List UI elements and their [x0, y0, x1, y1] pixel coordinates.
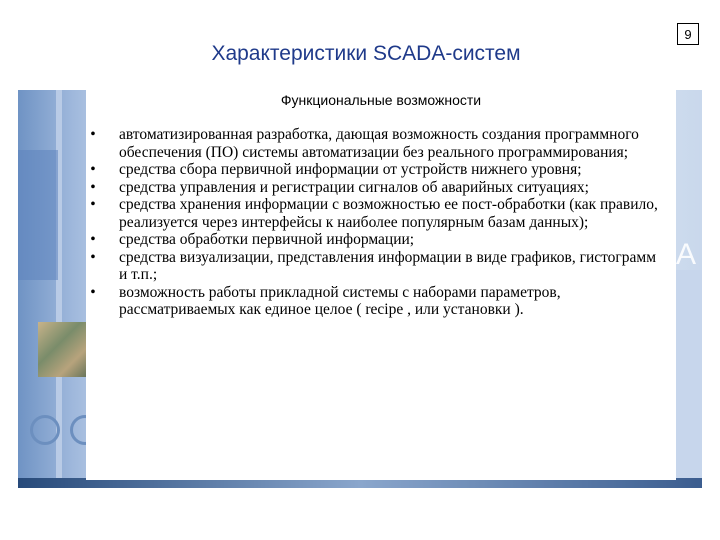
- bullet-icon: •: [90, 248, 96, 266]
- section-subtitle: [279, 92, 483, 108]
- section-subtitle-text: Функциональные возможности: [280, 92, 482, 108]
- bullet-icon: •: [90, 231, 96, 248]
- background-photo: [38, 322, 90, 377]
- content-panel: [86, 86, 676, 480]
- list-item-text: средства сбора первичной информации от устройств нижнего уровня;: [119, 161, 582, 178]
- background-letter: А: [676, 238, 697, 271]
- page-number: 9: [677, 23, 699, 45]
- list-item: [86, 284, 666, 319]
- background-stripe: [18, 150, 58, 280]
- list-item-text: средства обработки первичной информации;: [119, 231, 415, 248]
- list-item-text: средства управления и регистрации сигналов об аварийных ситуациях;: [119, 178, 589, 196]
- list-item: [86, 126, 666, 161]
- list-item-text: автоматизированная разработка, дающая возможность создания программного обеспечения (ПО) системы автоматизации без реального программирования;: [119, 126, 639, 161]
- bullet-icon: •: [90, 196, 96, 213]
- list-item: [86, 231, 666, 249]
- decorative-circle-icon: [30, 415, 60, 445]
- list-item: [86, 249, 666, 284]
- slide-title: Характеристики SCADA-систем: [211, 42, 521, 65]
- list-item: [86, 161, 666, 179]
- feature-list: [86, 126, 666, 319]
- list-item-text: средства визуализации, представления информации в виде графиков, гистограмм и т.п.;: [119, 248, 657, 283]
- bullet-icon: •: [90, 178, 96, 196]
- bullet-icon: •: [90, 283, 96, 301]
- list-item-text: средства хранения информации с возможностью ее пост-обработки (как правило, реализуется через интерфейсы к наиболее популярным базам данных);: [119, 196, 658, 231]
- bullet-icon: •: [90, 161, 96, 178]
- list-item-text: возможность работы прикладной системы с наборами параметров, рассматриваемых как единое целое ( recipe , или установки ).: [119, 283, 561, 318]
- list-item: [86, 179, 666, 197]
- list-item: [86, 196, 666, 231]
- bullet-icon: •: [90, 126, 96, 143]
